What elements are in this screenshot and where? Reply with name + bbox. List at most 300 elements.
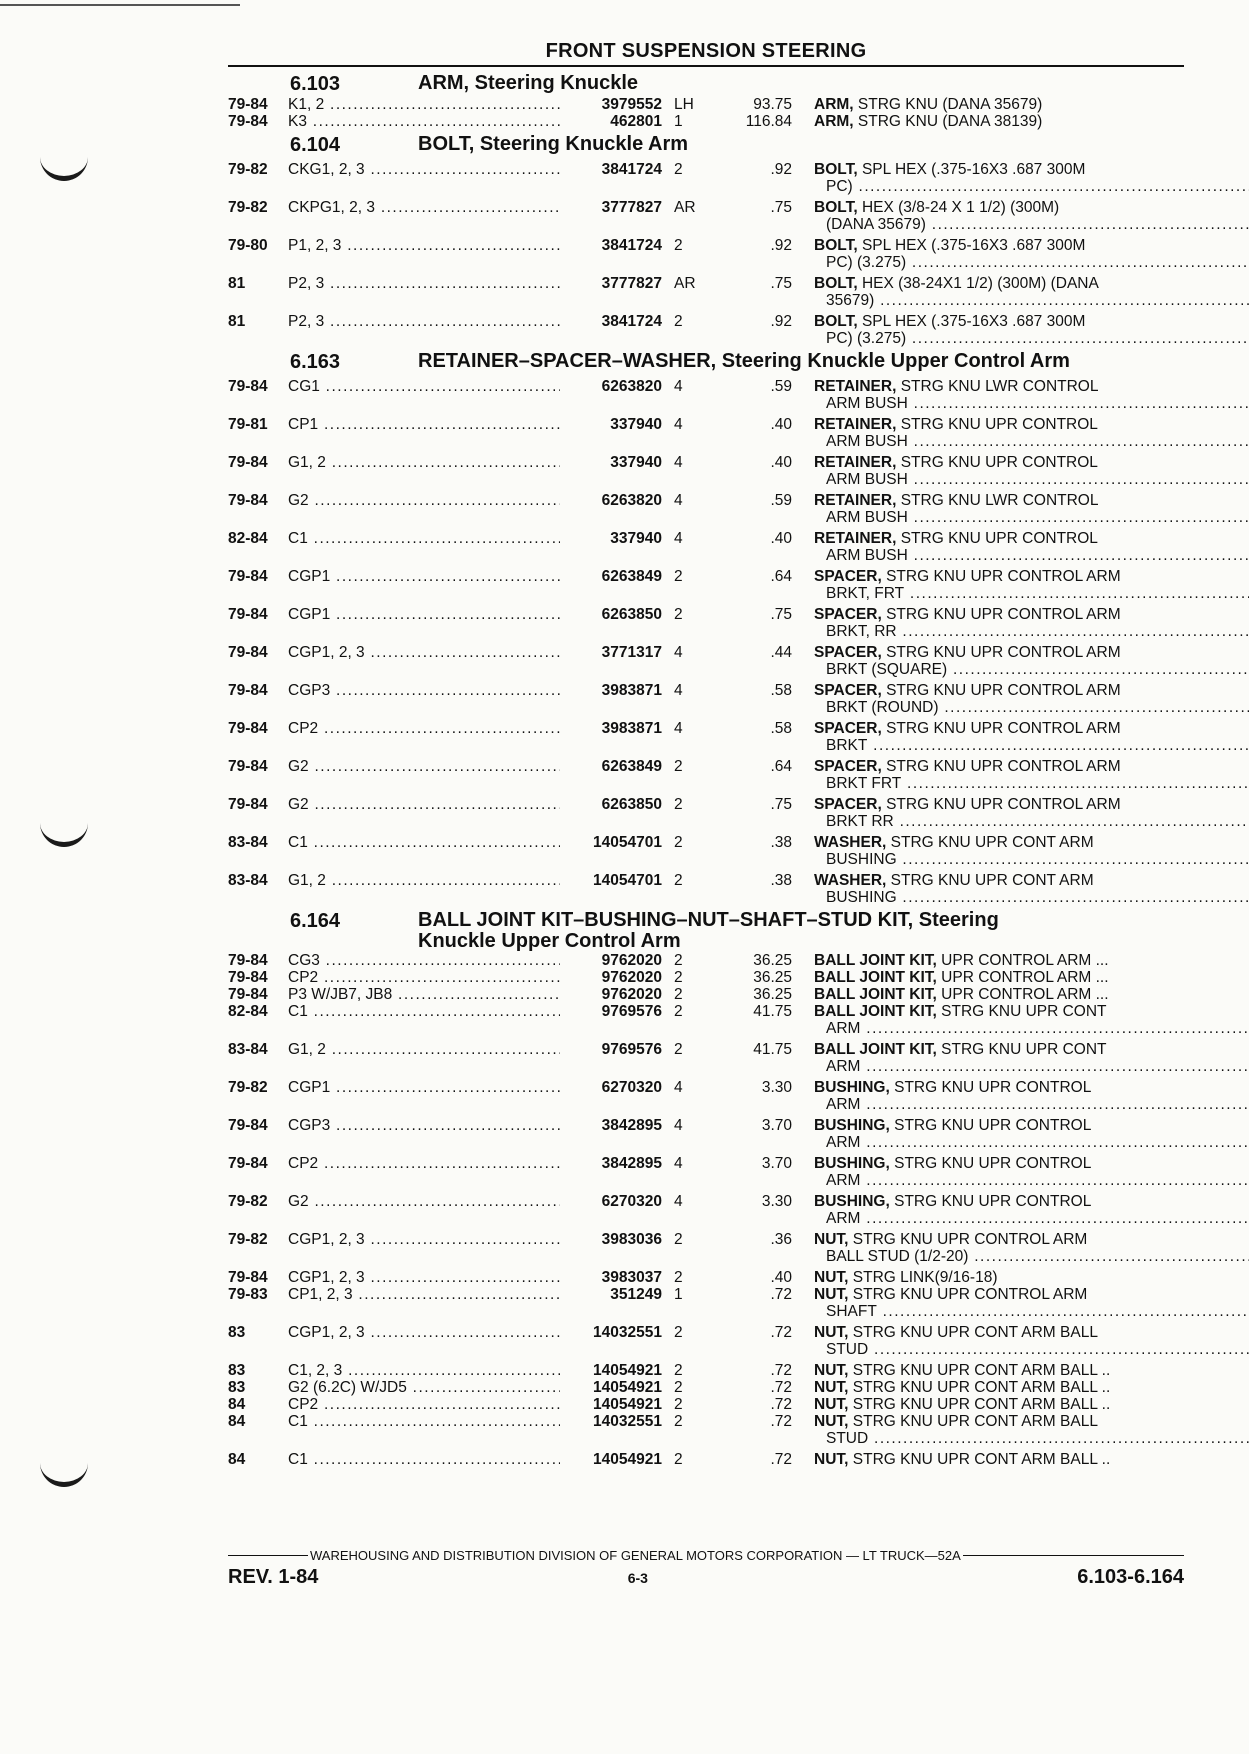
description-text: STRG LINK(9/16-18) <box>852 1269 998 1286</box>
description-line <box>814 1451 1184 1468</box>
section-title: ARM, Steering Knuckle <box>418 72 639 94</box>
price: .75 <box>770 199 792 216</box>
description-line <box>814 313 1249 330</box>
model-codes: CGP1, 2, 3 ..... <box>288 1231 560 1248</box>
price: .92 <box>770 313 792 330</box>
quantity: 2 <box>674 606 683 623</box>
part-number: 14054701 <box>593 834 662 851</box>
quantity: AR <box>674 199 696 216</box>
model-codes: G2 ..... <box>288 492 560 509</box>
parts-row <box>228 161 1184 195</box>
part-number: 9769576 <box>601 1041 662 1058</box>
footer-page-number: 6-3 <box>627 1570 648 1586</box>
section-heading <box>228 73 1184 96</box>
part-description <box>792 952 1184 969</box>
model-codes: C1 ..... <box>288 530 560 547</box>
part-number: 14032551 <box>593 1324 662 1341</box>
model-codes: CG1 ..... <box>288 378 560 395</box>
part-name: BALL JOINT KIT, <box>814 952 937 969</box>
model-years: 79-84 <box>228 378 268 395</box>
part-number: 3841724 <box>601 237 662 254</box>
price: .64 <box>770 568 792 585</box>
description-line <box>814 237 1249 254</box>
description-continuation: BRKT (ROUND) ..... <box>814 699 1249 716</box>
section-title: BALL JOINT KIT–BUSHING–NUT–SHAFT–STUD KIT, Steering <box>418 909 999 931</box>
description-line <box>814 1324 1249 1341</box>
description-text: STRG KNU UPR CONTROL <box>900 530 1098 547</box>
part-name: NUT, <box>814 1379 849 1396</box>
description-line <box>814 275 1249 292</box>
description-line <box>814 1193 1249 1210</box>
part-number: 9762020 <box>601 952 662 969</box>
part-name: NUT, <box>814 1269 849 1286</box>
model-codes: CKPG1, 2, 3 ..... <box>288 199 560 216</box>
description-continuation: BRKT ..... <box>814 737 1249 754</box>
description-text: STRG KNU UPR CONT ARM <box>890 834 1094 851</box>
part-name: NUT, <box>814 1362 849 1379</box>
binder-hole-mark <box>40 154 88 181</box>
parts-row <box>228 872 1184 906</box>
model-years: 79-82 <box>228 1193 268 1210</box>
parts-row <box>228 492 1184 526</box>
description-continuation: ARM BUSH ..... <box>814 547 1249 564</box>
description-text: STRG KNU UPR CONT ARM BALL .. <box>852 1396 1111 1413</box>
section-heading <box>228 351 1184 374</box>
description-text: STRG KNU LWR CONTROL <box>900 492 1099 509</box>
model-codes: G2 (6.2C) W/JD5 ..... <box>288 1379 560 1396</box>
footer-rule-left <box>228 1555 308 1556</box>
parts-row <box>228 1362 1184 1379</box>
price: 3.70 <box>761 1117 792 1134</box>
model-years: 79-82 <box>228 161 268 178</box>
part-name: SPACER, <box>814 644 882 661</box>
price: .58 <box>770 720 792 737</box>
part-description <box>792 720 1249 754</box>
model-years: 79-82 <box>228 1231 268 1248</box>
model-codes: G2 ..... <box>288 758 560 775</box>
description-line <box>814 1379 1184 1396</box>
part-name: BALL JOINT KIT, <box>814 1003 937 1020</box>
model-codes: CGP1, 2, 3 ..... <box>288 1324 560 1341</box>
parts-row <box>228 1041 1184 1075</box>
part-name: NUT, <box>814 1451 849 1468</box>
part-number: 14032551 <box>593 1413 662 1430</box>
description-line <box>814 758 1249 775</box>
footer-division: WAREHOUSING AND DISTRIBUTION DIVISION OF GENERAL MOTORS CORPORATION — LT TRUCK—52A <box>310 1548 961 1563</box>
part-description <box>792 199 1249 233</box>
part-description <box>792 606 1249 640</box>
description-text: STRG KNU UPR CONT <box>941 1003 1107 1020</box>
model-codes: G1, 2 ..... <box>288 1041 560 1058</box>
part-description <box>792 1396 1184 1413</box>
quantity: 4 <box>674 682 683 699</box>
quantity: 4 <box>674 720 683 737</box>
model-codes: CP2 ..... <box>288 1396 560 1413</box>
description-line <box>814 720 1249 737</box>
description-line <box>814 454 1249 471</box>
parts-row <box>228 1231 1184 1265</box>
part-description <box>792 275 1249 309</box>
part-number: 9762020 <box>601 986 662 1003</box>
description-text: STRG KNU UPR CONTROL ARM <box>886 720 1121 737</box>
part-number: 337940 <box>610 416 662 433</box>
model-years: 81 <box>228 275 246 292</box>
parts-row <box>228 275 1184 309</box>
part-number: 6263849 <box>601 568 662 585</box>
model-codes: G1, 2 ..... <box>288 454 560 471</box>
description-continuation: BRKT, FRT ..... <box>814 585 1249 602</box>
model-years: 79-80 <box>228 237 268 254</box>
part-name: BOLT, <box>814 199 858 216</box>
description-continuation: STUD ..... <box>814 1341 1249 1358</box>
part-name: ARM, <box>814 96 854 113</box>
model-codes: CGP3 ..... <box>288 682 560 699</box>
part-number: 337940 <box>610 530 662 547</box>
part-name: BALL JOINT KIT, <box>814 969 937 986</box>
quantity: 2 <box>674 568 683 585</box>
part-name: BALL JOINT KIT, <box>814 986 937 1003</box>
part-name: SPACER, <box>814 682 882 699</box>
quantity: 4 <box>674 1155 683 1172</box>
part-number: 3841724 <box>601 313 662 330</box>
description-line <box>814 113 1184 130</box>
part-name: NUT, <box>814 1324 849 1341</box>
footer-revision: REV. 1-84 <box>228 1566 319 1588</box>
description-text: STRG KNU UPR CONTROL <box>894 1079 1092 1096</box>
description-continuation: ARM BUSH ..... <box>814 395 1249 412</box>
part-description <box>792 1269 1184 1286</box>
header-rule <box>228 65 1184 67</box>
parts-row <box>228 568 1184 602</box>
model-codes: CP2 ..... <box>288 1155 560 1172</box>
price: .38 <box>770 834 792 851</box>
description-line <box>814 1396 1184 1413</box>
part-description <box>792 1193 1249 1227</box>
description-text: STRG KNU UPR CONT ARM BALL <box>852 1324 1098 1341</box>
part-number: 6270320 <box>601 1079 662 1096</box>
quantity: LH <box>674 96 694 113</box>
part-number: 9769576 <box>601 1003 662 1020</box>
part-name: SPACER, <box>814 606 882 623</box>
description-continuation: ARM ..... <box>814 1020 1249 1037</box>
description-text: STRG KNU UPR CONTROL ARM <box>886 796 1121 813</box>
description-line <box>814 1155 1249 1172</box>
model-codes: K1, 2 ..... <box>288 96 560 113</box>
description-text: STRG KNU UPR CONT ARM BALL .. <box>852 1362 1111 1379</box>
parts-row <box>228 199 1184 233</box>
part-name: RETAINER, <box>814 530 897 547</box>
part-number: 337940 <box>610 454 662 471</box>
part-name: BOLT, <box>814 237 858 254</box>
part-name: SPACER, <box>814 796 882 813</box>
model-years: 79-84 <box>228 796 268 813</box>
description-text: STRG KNU UPR CONTROL ARM <box>886 606 1121 623</box>
quantity: 4 <box>674 530 683 547</box>
model-codes: CP2 ..... <box>288 720 560 737</box>
model-codes: CP1 ..... <box>288 416 560 433</box>
price: .59 <box>770 378 792 395</box>
parts-row <box>228 1451 1184 1468</box>
binder-hole-mark <box>40 820 88 847</box>
description-continuation: BRKT (SQUARE) ..... <box>814 661 1249 678</box>
parts-row <box>228 1079 1184 1113</box>
quantity: 2 <box>674 872 683 889</box>
part-name: RETAINER, <box>814 454 897 471</box>
parts-row <box>228 237 1184 271</box>
part-description <box>792 1379 1184 1396</box>
part-description <box>792 313 1249 347</box>
parts-row <box>228 96 1184 113</box>
description-text: STRG KNU UPR CONTROL ARM <box>886 568 1121 585</box>
parts-row <box>228 682 1184 716</box>
part-description <box>792 1231 1249 1265</box>
quantity: 4 <box>674 1079 683 1096</box>
description-text: SPL HEX (.375-16X3 .687 300M <box>861 161 1086 178</box>
part-number: 3983871 <box>601 720 662 737</box>
description-text: STRG KNU UPR CONTROL <box>894 1117 1092 1134</box>
parts-row <box>228 1379 1184 1396</box>
description-line <box>814 606 1249 623</box>
part-number: 3979552 <box>601 96 662 113</box>
section-title: BOLT, Steering Knuckle Arm <box>418 133 689 155</box>
parts-row <box>228 606 1184 640</box>
part-name: BOLT, <box>814 161 858 178</box>
part-number: 6263820 <box>601 378 662 395</box>
section-heading <box>228 910 1184 952</box>
description-text: STRG KNU UPR CONTROL <box>900 416 1098 433</box>
part-description <box>792 454 1249 488</box>
description-continuation: ARM ..... <box>814 1210 1249 1227</box>
model-years: 84 <box>228 1413 246 1430</box>
part-number: 14054921 <box>593 1362 662 1379</box>
model-codes: C1 ..... <box>288 1413 560 1430</box>
part-name: SPACER, <box>814 720 882 737</box>
description-text: UPR CONTROL ARM ... <box>941 969 1109 986</box>
part-name: SPACER, <box>814 568 882 585</box>
model-years: 83-84 <box>228 872 268 889</box>
quantity: 2 <box>674 969 683 986</box>
description-continuation: BUSHING ..... <box>814 889 1249 906</box>
quantity: 2 <box>674 161 683 178</box>
quantity: 2 <box>674 796 683 813</box>
sections-container <box>228 73 1184 1468</box>
part-name: NUT, <box>814 1396 849 1413</box>
parts-row <box>228 113 1184 130</box>
parts-row <box>228 969 1184 986</box>
description-line <box>814 952 1184 969</box>
part-description <box>792 568 1249 602</box>
part-name: WASHER, <box>814 834 887 851</box>
parts-row <box>228 1413 1184 1447</box>
part-description <box>792 1041 1249 1075</box>
description-line <box>814 796 1249 813</box>
quantity: 4 <box>674 644 683 661</box>
description-continuation: ARM BUSH ..... <box>814 509 1249 526</box>
description-text: STRG KNU UPR CONTROL <box>894 1193 1092 1210</box>
part-name: ARM, <box>814 113 854 130</box>
description-continuation: PC) (3.275) ..... <box>814 254 1249 271</box>
price: .40 <box>770 416 792 433</box>
parts-row <box>228 454 1184 488</box>
model-codes: C1 ..... <box>288 834 560 851</box>
part-number: 14054921 <box>593 1451 662 1468</box>
price: 41.75 <box>753 1003 792 1020</box>
parts-row <box>228 530 1184 564</box>
model-codes: CGP1 ..... <box>288 606 560 623</box>
description-text: UPR CONTROL ARM ... <box>941 986 1109 1003</box>
part-number: 351249 <box>610 1286 662 1303</box>
catalog-page <box>228 40 1184 1472</box>
description-text: STRG KNU UPR CONTROL ARM <box>852 1231 1088 1248</box>
footer-division-line <box>228 1548 1184 1563</box>
model-years: 79-82 <box>228 1079 268 1096</box>
part-number: 14054921 <box>593 1379 662 1396</box>
model-codes: C1, 2, 3 ..... <box>288 1362 560 1379</box>
price: 36.25 <box>753 986 792 1003</box>
part-number: 3983036 <box>601 1231 662 1248</box>
description-text: STRG KNU UPR CONTROL <box>894 1155 1092 1172</box>
part-number: 3777827 <box>601 275 662 292</box>
model-years: 83-84 <box>228 1041 268 1058</box>
quantity: 2 <box>674 952 683 969</box>
quantity: 2 <box>674 1379 683 1396</box>
parts-row <box>228 1286 1184 1320</box>
description-continuation: PC) (3.275) ..... <box>814 330 1249 347</box>
description-continuation: BRKT RR ..... <box>814 813 1249 830</box>
description-text: HEX (38-24X1 1/2) (300M) (DANA <box>861 275 1099 292</box>
description-line <box>814 986 1184 1003</box>
part-description <box>792 872 1249 906</box>
part-description <box>792 492 1249 526</box>
price: .72 <box>770 1286 792 1303</box>
price: .75 <box>770 606 792 623</box>
model-years: 79-84 <box>228 606 268 623</box>
part-number: 6263820 <box>601 492 662 509</box>
description-line <box>814 530 1249 547</box>
description-continuation: BUSHING ..... <box>814 851 1249 868</box>
section-number: 6.164 <box>290 910 341 932</box>
model-codes: C1 ..... <box>288 1003 560 1020</box>
description-text: UPR CONTROL ARM ... <box>941 952 1109 969</box>
model-codes: CGP1 ..... <box>288 568 560 585</box>
quantity: 4 <box>674 1193 683 1210</box>
parts-row <box>228 1117 1184 1151</box>
price: .40 <box>770 454 792 471</box>
section-number: 6.103 <box>290 73 341 95</box>
description-text: STRG KNU UPR CONTROL ARM <box>886 758 1121 775</box>
quantity: 1 <box>674 1286 683 1303</box>
description-line <box>814 492 1249 509</box>
parts-row <box>228 758 1184 792</box>
description-text: SPL HEX (.375-16X3 .687 300M <box>861 237 1086 254</box>
description-continuation: ARM ..... <box>814 1172 1249 1189</box>
section-heading <box>228 134 1184 157</box>
part-description <box>792 986 1184 1003</box>
model-codes: CGP1, 2, 3 ..... <box>288 644 560 661</box>
price: .36 <box>770 1231 792 1248</box>
part-name: SPACER, <box>814 758 882 775</box>
model-years: 79-84 <box>228 96 268 113</box>
part-description <box>792 113 1184 130</box>
description-text: STRG KNU LWR CONTROL <box>900 378 1099 395</box>
model-years: 79-81 <box>228 416 268 433</box>
part-description <box>792 416 1249 450</box>
quantity: 2 <box>674 1041 683 1058</box>
model-years: 79-84 <box>228 952 268 969</box>
parts-row <box>228 1269 1184 1286</box>
part-description <box>792 644 1249 678</box>
part-name: BOLT, <box>814 275 858 292</box>
parts-row <box>228 644 1184 678</box>
description-continuation: ARM ..... <box>814 1058 1249 1075</box>
description-line <box>814 199 1249 216</box>
part-description <box>792 1413 1249 1447</box>
price: .72 <box>770 1324 792 1341</box>
part-number: 3842895 <box>601 1117 662 1134</box>
model-years: 83-84 <box>228 834 268 851</box>
part-description <box>792 969 1184 986</box>
footer-section-range: 6.103-6.164 <box>1077 1566 1184 1588</box>
model-years: 79-84 <box>228 969 268 986</box>
model-years: 79-84 <box>228 1269 268 1286</box>
model-codes: CP1, 2, 3 ..... <box>288 1286 560 1303</box>
part-number: 6263850 <box>601 796 662 813</box>
parts-row <box>228 952 1184 969</box>
part-name: NUT, <box>814 1286 849 1303</box>
model-codes: P2, 3 ..... <box>288 313 560 330</box>
description-text: STRG KNU UPR CONTROL ARM <box>886 644 1121 661</box>
description-text: STRG KNU UPR CONTROL ARM <box>886 682 1121 699</box>
section-title-block <box>418 910 1184 952</box>
part-name: BOLT, <box>814 313 858 330</box>
description-text: STRG KNU UPR CONTROL <box>900 454 1098 471</box>
quantity: 2 <box>674 1396 683 1413</box>
quantity: 2 <box>674 1362 683 1379</box>
quantity: 1 <box>674 113 683 130</box>
price: .40 <box>770 530 792 547</box>
parts-row <box>228 378 1184 412</box>
price: .92 <box>770 161 792 178</box>
description-line <box>814 416 1249 433</box>
description-line <box>814 1003 1249 1020</box>
description-line <box>814 378 1249 395</box>
price: 116.84 <box>745 113 792 130</box>
price: 3.30 <box>761 1079 792 1096</box>
model-years: 79-84 <box>228 1155 268 1172</box>
model-codes: G2 ..... <box>288 796 560 813</box>
model-years: 79-84 <box>228 720 268 737</box>
description-line <box>814 1286 1249 1303</box>
part-name: BUSHING, <box>814 1155 890 1172</box>
model-years: 83 <box>228 1362 246 1379</box>
description-continuation: 35679) ..... <box>814 292 1249 309</box>
price: .59 <box>770 492 792 509</box>
quantity: 4 <box>674 492 683 509</box>
quantity: 4 <box>674 1117 683 1134</box>
model-years: 83 <box>228 1324 246 1341</box>
price: .40 <box>770 1269 792 1286</box>
section-subtitle: Knuckle Upper Control Arm <box>418 930 681 952</box>
quantity: 2 <box>674 1413 683 1430</box>
part-name: RETAINER, <box>814 416 897 433</box>
part-description <box>792 1155 1249 1189</box>
part-description <box>792 378 1249 412</box>
part-description <box>792 834 1249 868</box>
model-codes: P3 W/JB7, JB8 ..... <box>288 986 560 1003</box>
price: .72 <box>770 1379 792 1396</box>
part-name: WASHER, <box>814 872 887 889</box>
price: 3.70 <box>761 1155 792 1172</box>
